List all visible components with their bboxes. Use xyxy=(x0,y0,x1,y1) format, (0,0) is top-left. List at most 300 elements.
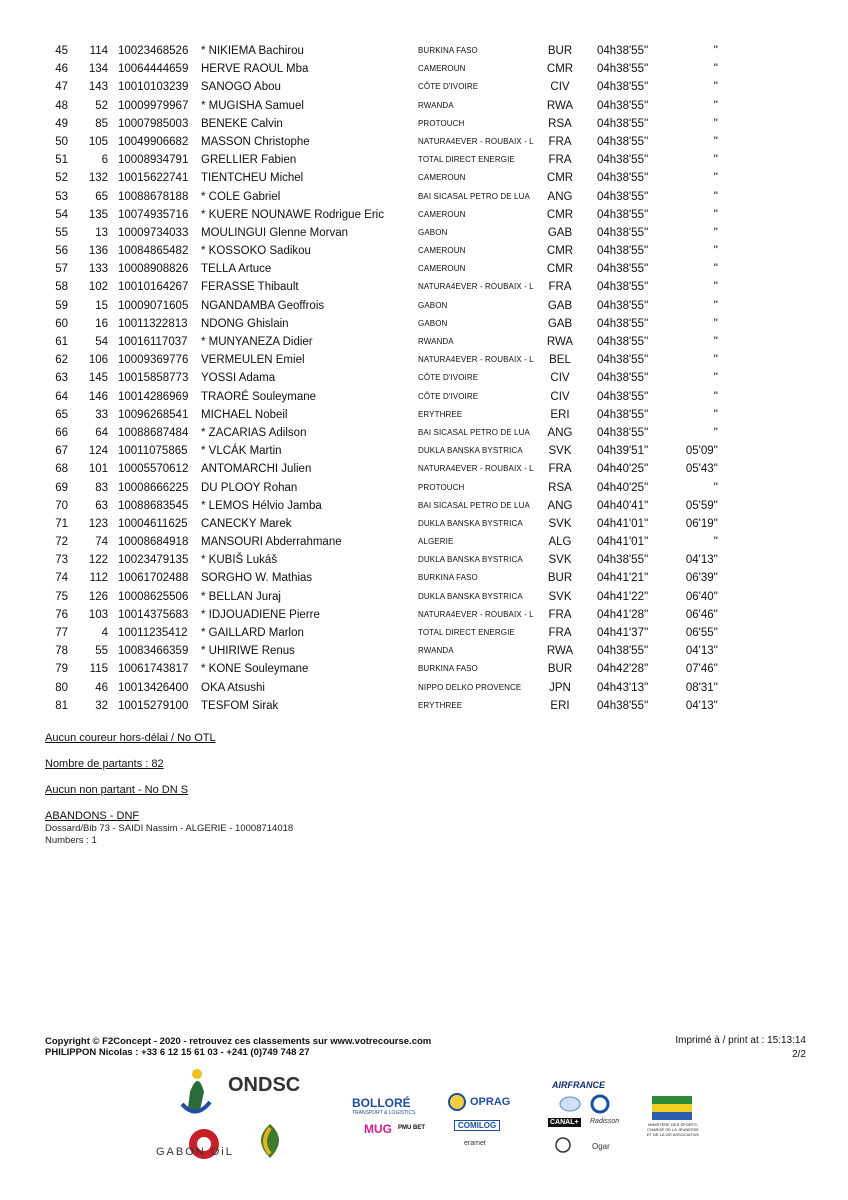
cell-name: SORGHO W. Mathias xyxy=(201,572,313,585)
cell-gap: 06'46'' xyxy=(685,608,718,621)
cell-gap: '' xyxy=(713,336,718,348)
cell-time: 04h41'37'' xyxy=(597,627,649,639)
cell-time: 04h38'55'' xyxy=(597,336,649,348)
cell-bib: 63 xyxy=(95,499,108,512)
cell-team: TOTAL DIRECT ENERGIE xyxy=(418,628,515,637)
cell-uci: 10015279100 xyxy=(118,699,189,712)
cell-bib: 54 xyxy=(95,336,108,348)
canal-text: CANAL+ xyxy=(550,1119,579,1126)
cell-uci: 10008625506 xyxy=(118,590,189,603)
cell-time: 04h43'13'' xyxy=(597,681,649,694)
cell-name: YOSSI Adama xyxy=(201,372,276,385)
cell-name: DU PLOOY Rohan xyxy=(201,481,298,494)
cell-time: 04h38'55'' xyxy=(597,390,649,403)
cell-time: 04h38'55'' xyxy=(597,99,649,112)
cell-nat: FRA xyxy=(548,627,572,639)
cell-uci: 10023479135 xyxy=(118,554,189,567)
cell-uci: 10088683545 xyxy=(118,499,189,512)
cell-uci: 10083466359 xyxy=(118,645,189,658)
cell-name: * LEMOS Hélvio Jamba xyxy=(201,499,322,512)
cell-team: BURKINA FASO xyxy=(418,46,478,55)
cell-time: 04h38'55'' xyxy=(597,81,649,94)
cell-time: 04h41'21'' xyxy=(597,572,649,585)
cell-uci: 10009979967 xyxy=(118,99,189,112)
cell-name: TIENTCHEU Michel xyxy=(201,172,304,185)
table-row xyxy=(40,588,740,606)
cell-nat: RSA xyxy=(548,481,572,494)
cell-nat: SVK xyxy=(548,554,572,567)
cell-team: NATURA4EVER - ROUBAIX - L xyxy=(418,464,534,474)
cell-rank: 69 xyxy=(55,481,68,494)
footer-print-info xyxy=(675,1034,806,1062)
cell-gap: '' xyxy=(713,172,718,185)
cell-rank: 60 xyxy=(55,317,68,330)
cell-name: SANOGO Abou xyxy=(201,81,281,94)
cell-team: DUKLA BANSKA BYSTRICA xyxy=(418,518,523,528)
cell-gap: '' xyxy=(713,317,718,330)
cell-bib: 145 xyxy=(88,372,108,385)
cell-time: 04h38'55'' xyxy=(597,317,649,330)
cell-gap: '' xyxy=(713,81,718,94)
cell-name: * KUBIŠ Lukáš xyxy=(201,554,278,567)
cell-name: MICHAEL Nobeil xyxy=(201,408,288,421)
cell-bib: 136 xyxy=(88,245,108,258)
table-row xyxy=(40,697,740,715)
table-row xyxy=(40,278,740,296)
cell-nat: GAB xyxy=(547,299,573,312)
cell-team: ERYTHREE xyxy=(418,409,463,419)
table-row xyxy=(40,333,740,351)
table-row xyxy=(40,42,740,60)
cell-nat: FRA xyxy=(548,463,572,476)
cell-rank: 72 xyxy=(55,536,68,549)
bollore-sub-text: TRANSPORT & LOGISTICS xyxy=(352,1110,416,1116)
table-row xyxy=(40,260,740,278)
cell-gap: '' xyxy=(713,245,718,258)
radisson-text: Radisson xyxy=(590,1118,620,1125)
cell-team: RWANDA xyxy=(418,337,454,346)
dnf-line: Dossard/Bib 73 - SAIDI Nassim - ALGERIE - 10008714018 xyxy=(45,823,294,834)
table-row xyxy=(40,78,740,96)
cell-gap: '' xyxy=(713,263,718,276)
cell-gap: '' xyxy=(713,372,718,385)
cell-name: MANSOURI Abderrahmane xyxy=(201,536,342,549)
ministry-emblem-icon xyxy=(652,1096,692,1120)
airfrance-text: AIRFRANCE xyxy=(552,1080,605,1090)
cell-gap: '' xyxy=(713,45,718,57)
cell-nat: CIV xyxy=(550,81,570,94)
cell-bib: 101 xyxy=(88,463,108,476)
cell-time: 04h38'55'' xyxy=(597,208,649,221)
cell-team: CAMEROUN xyxy=(418,173,466,183)
cell-gap: 05'59'' xyxy=(685,499,718,512)
cell-uci: 10008684918 xyxy=(118,536,189,549)
cell-team: GABON xyxy=(418,227,448,237)
cell-time: 04h38'55'' xyxy=(597,699,649,712)
cell-team: CAMEROUN xyxy=(418,209,466,219)
cell-uci: 10064444659 xyxy=(118,63,189,76)
cell-name: GRELLIER Fabien xyxy=(201,154,297,167)
cell-team: CAMEROUN xyxy=(418,64,466,74)
cell-gap: 08'31'' xyxy=(685,681,718,694)
cell-rank: 73 xyxy=(55,554,68,567)
mug-text: MUG xyxy=(364,1122,392,1136)
cell-time: 04h38'55'' xyxy=(597,554,649,567)
cell-name: * COLE Gabriel xyxy=(201,190,281,203)
cell-nat: ERI xyxy=(550,699,570,712)
ogar-text: Ogar xyxy=(592,1142,610,1151)
table-row xyxy=(40,242,740,260)
cell-nat: RWA xyxy=(546,99,574,112)
ondsc-logo xyxy=(156,1062,320,1162)
cell-bib: 55 xyxy=(95,645,108,658)
cell-uci: 10004611625 xyxy=(118,517,188,530)
cell-team: NATURA4EVER - ROUBAIX - L xyxy=(418,136,534,146)
cell-bib: 134 xyxy=(88,63,108,76)
cell-nat: FRA xyxy=(548,281,572,294)
cell-uci: 10005570612 xyxy=(118,463,189,476)
cell-gap: 06'55'' xyxy=(685,627,718,639)
cell-nat: FRA xyxy=(548,135,572,148)
cell-rank: 52 xyxy=(55,172,68,185)
cell-uci: 10007985003 xyxy=(118,117,189,130)
cell-rank: 68 xyxy=(55,463,68,476)
cell-bib: 13 xyxy=(95,226,108,239)
cell-uci: 10015858773 xyxy=(118,372,189,385)
cell-team: NATURA4EVER - ROUBAIX - L xyxy=(418,282,534,292)
cell-gap: 04'13'' xyxy=(685,645,718,658)
cell-team: DUKLA BANSKA BYSTRICA xyxy=(418,555,523,565)
cell-gap: '' xyxy=(713,154,718,167)
cell-bib: 146 xyxy=(88,390,108,403)
cell-nat: RSA xyxy=(548,117,572,130)
cell-gap: '' xyxy=(713,481,718,494)
cell-gap: '' xyxy=(713,536,718,549)
cell-team: NIPPO DELKO PROVENCE xyxy=(418,682,522,692)
cell-bib: 102 xyxy=(88,281,108,294)
cell-bib: 85 xyxy=(95,117,108,130)
cell-name: BENEKE Calvin xyxy=(201,117,283,130)
eramet-text: eramet xyxy=(464,1140,486,1147)
cell-bib: 133 xyxy=(88,263,108,276)
cell-time: 04h38'55'' xyxy=(597,117,649,130)
cell-team: CÔTE D'IVOIRE xyxy=(418,82,479,92)
cell-nat: ALG xyxy=(548,536,572,549)
cell-bib: 83 xyxy=(95,481,108,494)
cell-rank: 61 xyxy=(55,336,68,348)
cell-time: 04h38'55'' xyxy=(597,245,649,258)
oprag-icon xyxy=(446,1092,468,1112)
cell-time: 04h38'55'' xyxy=(597,408,649,421)
cell-name: MASSON Christophe xyxy=(201,135,310,148)
cell-bib: 114 xyxy=(89,45,108,57)
cell-nat: JPN xyxy=(549,681,571,694)
table-row xyxy=(40,460,740,478)
table-row xyxy=(40,479,740,497)
ondsc-text: ONDSC xyxy=(228,1074,301,1096)
cell-time: 04h41'01'' xyxy=(597,517,649,530)
cell-uci: 10010103239 xyxy=(118,81,189,94)
cell-time: 04h38'55'' xyxy=(597,281,649,294)
cell-time: 04h38'55'' xyxy=(597,154,649,167)
cell-rank: 46 xyxy=(55,63,68,76)
cell-name: NDONG Ghislain xyxy=(201,317,289,330)
cell-name: * NIKIEMA Bachirou xyxy=(201,45,304,57)
table-row xyxy=(40,351,740,369)
pmubet-text: PMU BET xyxy=(398,1125,425,1131)
cell-gap: '' xyxy=(713,117,718,130)
dns-note: Aucun non partant - No DN S xyxy=(45,784,189,796)
cell-time: 04h38'55'' xyxy=(597,190,649,203)
table-row xyxy=(40,515,740,533)
cell-gap: '' xyxy=(713,226,718,239)
table-row xyxy=(40,569,740,587)
cell-gap: 06'40'' xyxy=(685,590,718,603)
table-row xyxy=(40,115,740,133)
cell-rank: 74 xyxy=(55,572,68,585)
ge-logo-icon xyxy=(554,1136,572,1154)
cell-nat: CIV xyxy=(550,390,570,403)
cell-uci: 10011235412 xyxy=(118,627,188,639)
cell-time: 04h38'55'' xyxy=(597,63,649,76)
cell-bib: 65 xyxy=(95,190,108,203)
cell-rank: 76 xyxy=(55,608,68,621)
cell-team: BAI SICASAL PETRO DE LUA xyxy=(418,500,530,510)
cell-uci: 10023468526 xyxy=(118,45,189,57)
cell-bib: 132 xyxy=(88,172,108,185)
otl-note: Aucun coureur hors-délai / No OTL xyxy=(45,732,216,744)
cell-team: BAI SICASAL PETRO DE LUA xyxy=(418,191,530,201)
cell-time: 04h38'55'' xyxy=(597,299,649,312)
printed-time: Imprimé à / print at : 15:13:14 xyxy=(675,1035,806,1046)
table-row xyxy=(40,369,740,387)
cell-bib: 103 xyxy=(88,608,108,621)
cell-name: MOULINGUI Glenne Morvan xyxy=(201,226,348,239)
cell-nat: SVK xyxy=(548,445,572,458)
cell-team: PROTOUCH xyxy=(418,118,465,128)
cell-nat: SVK xyxy=(548,590,572,603)
cell-name: * GAILLARD Marlon xyxy=(201,627,304,639)
table-row xyxy=(40,442,740,460)
cell-name: * VLCÁK Martin xyxy=(201,445,282,458)
table-row xyxy=(40,151,740,169)
cell-gap: 05'09'' xyxy=(685,445,718,458)
cell-bib: 143 xyxy=(88,81,108,94)
cell-rank: 80 xyxy=(55,681,68,694)
cell-rank: 66 xyxy=(55,426,68,439)
cell-gap: '' xyxy=(713,99,718,112)
cell-rank: 49 xyxy=(55,117,68,130)
table-row xyxy=(40,188,740,206)
table-row xyxy=(40,224,740,242)
cell-time: 04h41'01'' xyxy=(597,536,649,549)
table-row xyxy=(40,551,740,569)
table-row xyxy=(40,315,740,333)
cell-name: * IDJOUADIENE Pierre xyxy=(201,608,320,621)
bollore-text: BOLLORÉ xyxy=(352,1096,411,1110)
cell-nat: RWA xyxy=(546,336,574,348)
cell-name: * MUGISHA Samuel xyxy=(201,99,304,112)
oprag-text: OPRAG xyxy=(470,1096,511,1108)
cell-rank: 79 xyxy=(55,663,68,676)
copyright-text: Copyright © F2Concept - 2020 - retrouvez ces classements sur www.votrecourse.com xyxy=(45,1036,432,1047)
cell-rank: 81 xyxy=(55,699,68,712)
ministry-text: MINISTÈRE DES SPORTS, CHARGÉ DE LA JEUNESSE ET DE LA VIE ASSOCIATIVE xyxy=(646,1122,700,1137)
cell-name: * MUNYANEZA Didier xyxy=(201,336,313,348)
cell-gap: '' xyxy=(713,190,718,203)
cell-nat: CMR xyxy=(546,208,574,221)
cell-time: 04h38'55'' xyxy=(597,45,649,57)
cell-rank: 77 xyxy=(55,627,68,639)
cell-nat: CMR xyxy=(546,245,574,258)
cell-gap: '' xyxy=(713,426,718,439)
cell-team: TOTAL DIRECT ENERGIE xyxy=(418,155,515,165)
cell-rank: 47 xyxy=(55,81,68,94)
cell-uci: 10014286969 xyxy=(118,390,189,403)
cell-gap: '' xyxy=(713,354,718,367)
cell-bib: 115 xyxy=(89,663,108,676)
comilog-text: COMILOG xyxy=(454,1120,500,1131)
cell-rank: 48 xyxy=(55,99,68,112)
partner-logos-right xyxy=(548,1080,698,1158)
cell-name: VERMEULEN Emiel xyxy=(201,354,305,367)
cell-time: 04h38'55'' xyxy=(597,135,649,148)
table-row xyxy=(40,388,740,406)
table-row xyxy=(40,169,740,187)
cell-rank: 53 xyxy=(55,190,68,203)
cell-gap: '' xyxy=(713,63,718,76)
cell-gap: '' xyxy=(713,390,718,403)
cell-rank: 50 xyxy=(55,135,68,148)
cell-team: BURKINA FASO xyxy=(418,573,478,583)
cell-name: * KOSSOKO Sadikou xyxy=(201,245,311,258)
cell-team: CAMEROUN xyxy=(418,264,466,274)
cell-rank: 65 xyxy=(55,408,68,421)
cell-uci: 10074935716 xyxy=(118,208,189,221)
cell-time: 04h40'25'' xyxy=(597,463,649,476)
cell-bib: 52 xyxy=(95,99,108,112)
cell-team: CÔTE D'IVOIRE xyxy=(418,391,479,401)
cell-uci: 10011075865 xyxy=(118,445,188,458)
cell-bib: 33 xyxy=(95,408,108,421)
cell-nat: BEL xyxy=(549,354,571,367)
cell-team: GABON xyxy=(418,300,448,310)
table-row xyxy=(40,497,740,515)
table-row xyxy=(40,206,740,224)
cell-team: DUKLA BANSKA BYSTRICA xyxy=(418,446,523,456)
cell-gap: 04'13'' xyxy=(685,699,718,712)
cell-time: 04h40'25'' xyxy=(597,481,649,494)
table-row xyxy=(40,424,740,442)
cell-uci: 10008934791 xyxy=(118,154,189,167)
cell-bib: 32 xyxy=(95,699,108,712)
results-table xyxy=(40,42,740,715)
cell-nat: CMR xyxy=(546,63,574,76)
page-number: 2/2 xyxy=(792,1049,806,1060)
cell-rank: 56 xyxy=(55,245,68,258)
cell-time: 04h38'55'' xyxy=(597,372,649,385)
cell-time: 04h38'55'' xyxy=(597,263,649,276)
cell-team: BAI SICASAL PETRO DE LUA xyxy=(418,427,530,437)
cell-time: 04h38'55'' xyxy=(597,645,649,658)
starters-note: Nombre de partants : 82 xyxy=(45,758,164,770)
cell-gap: '' xyxy=(713,135,718,148)
cell-nat: BUR xyxy=(547,663,573,676)
cell-nat: ERI xyxy=(550,408,570,421)
cell-bib: 74 xyxy=(95,536,108,549)
cell-name: * BELLAN Juraj xyxy=(201,590,281,603)
hotel-logo-icons xyxy=(558,1094,612,1114)
cell-rank: 45 xyxy=(55,45,68,57)
cell-uci: 10013426400 xyxy=(118,681,189,694)
cell-uci: 10015622741 xyxy=(118,172,189,185)
cell-rank: 64 xyxy=(55,390,68,403)
cell-nat: ANG xyxy=(547,499,573,512)
table-row xyxy=(40,406,740,424)
cell-time: 04h42'28'' xyxy=(597,663,649,676)
cell-rank: 63 xyxy=(55,372,68,385)
table-row xyxy=(40,642,740,660)
cell-bib: 112 xyxy=(89,572,108,585)
cell-nat: CIV xyxy=(550,372,570,385)
cell-bib: 124 xyxy=(88,445,108,458)
cell-name: * KUERE NOUNAWE Rodrigue Eric xyxy=(201,208,384,221)
cell-rank: 58 xyxy=(55,281,68,294)
cell-team: RWANDA xyxy=(418,100,454,110)
cell-uci: 10010164267 xyxy=(118,281,189,294)
cell-bib: 126 xyxy=(88,590,108,603)
cell-bib: 46 xyxy=(95,681,108,694)
cell-bib: 16 xyxy=(95,317,108,330)
cell-gap: 07'46'' xyxy=(685,663,718,676)
cell-name: FERASSE Thibault xyxy=(201,281,299,294)
table-row xyxy=(40,660,740,678)
cell-team: ERYTHREE xyxy=(418,700,463,710)
cell-team: CAMEROUN xyxy=(418,246,466,256)
cell-time: 04h38'55'' xyxy=(597,226,649,239)
table-row xyxy=(40,624,740,642)
cell-rank: 78 xyxy=(55,645,68,658)
cell-nat: BUR xyxy=(547,45,573,57)
cell-rank: 57 xyxy=(55,263,68,276)
cell-bib: 6 xyxy=(101,154,108,167)
cell-gap: '' xyxy=(713,299,718,312)
cell-uci: 10011322813 xyxy=(118,317,188,330)
cell-team: NATURA4EVER - ROUBAIX - L xyxy=(418,609,534,619)
cell-uci: 10096268541 xyxy=(118,408,189,421)
gabon-oil-text: GABON OiL xyxy=(156,1146,234,1158)
cell-gap: 06'19'' xyxy=(685,517,718,530)
cell-name: TELLA Artuce xyxy=(201,263,272,276)
dnf-count: Numbers : 1 xyxy=(45,835,97,846)
table-row xyxy=(40,297,740,315)
cell-nat: CMR xyxy=(546,263,574,276)
cell-name: NGANDAMBA Geoffrois xyxy=(201,299,325,312)
cell-nat: CMR xyxy=(546,172,574,185)
cell-nat: GAB xyxy=(547,226,573,239)
cell-team: BURKINA FASO xyxy=(418,664,478,674)
cell-rank: 71 xyxy=(55,517,68,530)
footer-credits xyxy=(45,1036,431,1058)
cell-uci: 10049906682 xyxy=(118,135,189,148)
cell-time: 04h38'55'' xyxy=(597,172,649,185)
cell-uci: 10088687484 xyxy=(118,426,189,439)
table-row xyxy=(40,679,740,697)
cell-bib: 135 xyxy=(88,208,108,221)
cell-team: ALGERIE xyxy=(418,537,454,547)
cell-team: CÔTE D'IVOIRE xyxy=(418,373,479,383)
cell-bib: 106 xyxy=(88,354,108,367)
